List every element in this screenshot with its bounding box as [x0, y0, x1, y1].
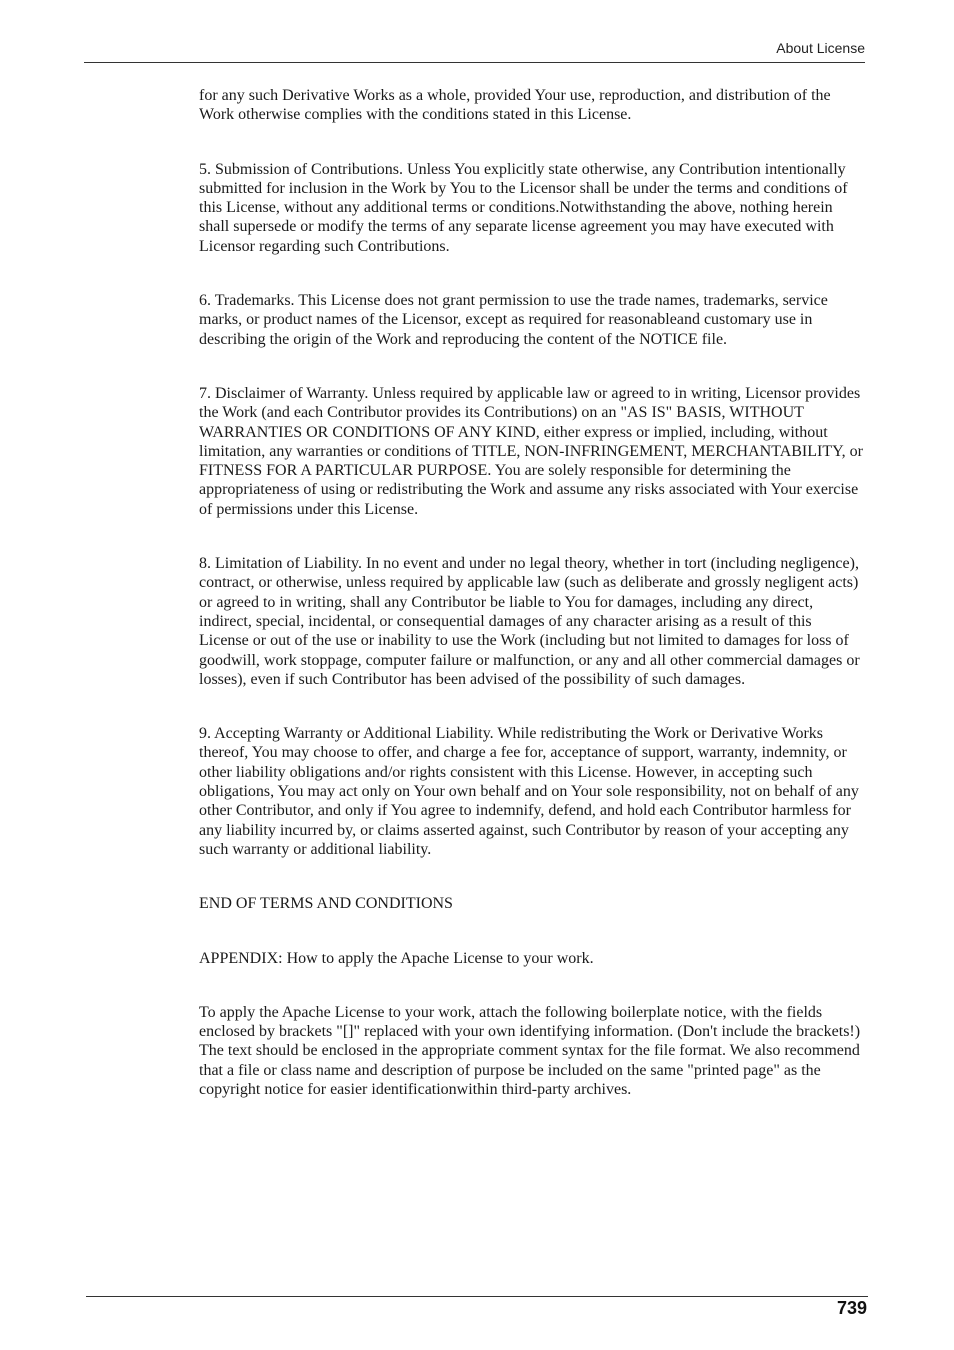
- header-divider: [84, 62, 865, 63]
- paragraph-appendix-heading: APPENDIX: How to apply the Apache License to your work.: [199, 949, 594, 967]
- paragraph-appendix-instructions: To apply the Apache License to your work, attach the following boilerplate notice, with the fields enclosed by brackets "[]" replaced with your own identifying information. (Don't include the brackets!) The text should be enclosed in the appropriate comment syntax for the file format. We also recommend that a file or class name and description of purpose be included on the same "printed page" as the copyright notice for easier identificationwithin third-party archives.: [199, 1003, 861, 1098]
- page-number: 739: [836, 1298, 867, 1318]
- paragraph-end-of-terms: END OF TERMS AND CONDITIONS: [199, 895, 453, 913]
- paragraph-trademarks: 6. Trademarks. This License does not grant permission to use the trade names, trademarks, service marks, or product names of the Licensor, except as required for reasonableand customary use in describing the origin of the Work and reproducing the content of the NOTICE file.: [199, 292, 828, 348]
- paragraph-submission-of-contributions: 5. Submission of Contributions. Unless You explicitly state otherwise, any Contribution intentionally submitted for inclusion in the Work by You to the Licensor shall be under the terms and conditions of this License, without any additional terms or conditions.Notwithstanding the above, nothing herein shall supersede or modify the terms of any separate license agreement you may have executed with Licensor regarding such Contributions.: [199, 160, 848, 255]
- paragraph-derivative-works-continued: for any such Derivative Works as a whole, provided Your use, reproduction, and distribution of the Work otherwise complies with the conditions stated in this License.: [199, 87, 831, 124]
- license-text-body: [199, 86, 865, 1134]
- paragraph-limitation-of-liability: 8. Limitation of Liability. In no event and under no legal theory, whether in tort (including negligence), contract, or otherwise, unless required by applicable law (such as deliberate and grossly negligent acts) or agreed to in writing, shall any Contributor be liable to You for damages, including any direct, indirect, special, incidental, or consequential damages of any character arising as a result of this License or out of the use or inability to use the Work (including but not limited to damages for loss of goodwill, work stoppage, computer failure or malfunction, or any and all other commercial damages or losses), even if such Contributor has been advised of the possibility of such damages.: [199, 555, 860, 688]
- footer-divider: [86, 1296, 868, 1297]
- paragraph-disclaimer-of-warranty: 7. Disclaimer of Warranty. Unless required by applicable law or agreed to in writing, Licensor provides the Work (and each Contributor provides its Contributions) on an "AS IS" BASIS, WITHOUT WARRANTIES OR CONDITIONS OF ANY KIND, either express or implied, including, without limitation, any warranties or conditions of TITLE, NON-INFRINGEMENT, MERCHANTABILITY, or FITNESS FOR A PARTICULAR PURPOSE. You are solely responsible for determining the appropriateness of using or redistributing the Work and assume any risks associated with Your exercise of permissions under this License.: [199, 384, 863, 518]
- paragraph-accepting-warranty: 9. Accepting Warranty or Additional Liability. While redistributing the Work or Derivative Works thereof, You may choose to offer, and charge a fee for, acceptance of support, warranty, indemnity, or other liability obligations and/or rights consistent with this License. However, in accepting such obligations, You may act only on Your own behalf and on Your sole responsibility, not on behalf of any other Contributor, and only if You agree to indemnify, defend, and hold each Contributor harmless for any liability incurred by, or claims asserted against, such Contributor by reason of your accepting any such warranty or additional liability.: [199, 725, 859, 858]
- page-header-title: About License: [776, 40, 865, 56]
